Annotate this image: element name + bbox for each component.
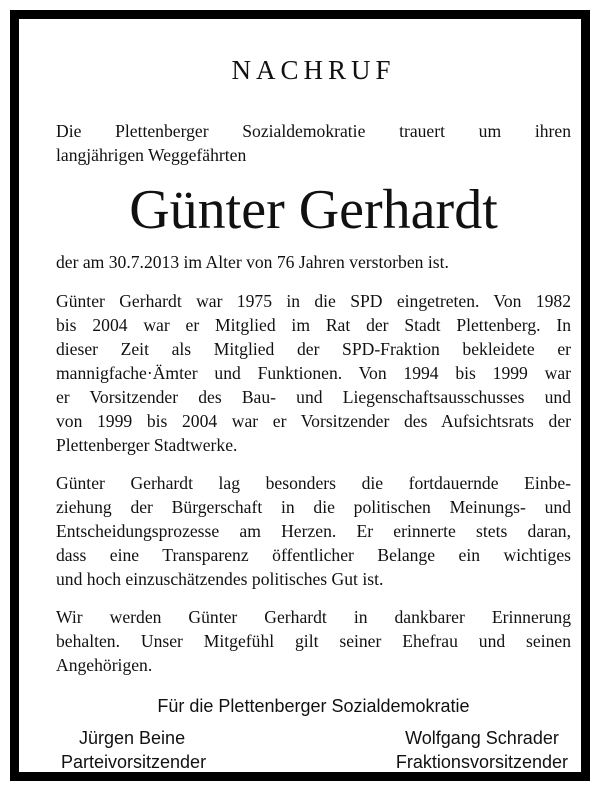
deceased-name: Günter Gerhardt — [129, 179, 498, 241]
obituary-title: NACHRUF — [231, 55, 396, 85]
intro-line: langjährigen Weggefährten — [56, 145, 247, 165]
signer-left-name: Jürgen Beine — [79, 728, 186, 748]
signer-right-name: Wolfgang Schrader — [405, 728, 559, 748]
signer-right — [396, 726, 568, 774]
paragraph-line: er Vorsitzender des Bau- und Liegenschaftsausschusses und — [56, 387, 571, 407]
paragraph-line: Günter Gerhardt war 1975 in die SPD eingetreten. Von 1982 — [56, 291, 571, 311]
death-line — [56, 250, 571, 274]
death-line-text: der am 30.7.2013 im Alter von 76 Jahren verstorben ist. — [56, 252, 449, 272]
paragraph-line: dass eine Transparenz öffentlicher Belange ein wichtiges — [56, 545, 571, 565]
paragraph-line: Plettenberger Stadtwerke. — [56, 435, 238, 455]
signer-left — [61, 726, 206, 774]
paragraph-line: Angehörigen. — [56, 655, 153, 675]
paragraph-line: und hoch einzuschätzendes politisches Gut ist. — [56, 569, 384, 589]
signature-heading: Für die Plettenberger Sozialdemokratie — [157, 696, 470, 716]
paragraph-line: von 1999 bis 2004 war er Vorsitzender des Aufsichtsrats der — [56, 411, 571, 431]
paragraph-line: Günter Gerhardt lag besonders die fortdauernde Einbe- — [56, 473, 571, 493]
intro-paragraph — [56, 119, 571, 167]
intro-line: Die Plettenberger Sozialdemokratie trauert um ihren — [56, 121, 571, 141]
signer-left-role: Parteivorsitzender — [61, 752, 207, 772]
paragraph-line: Entscheidungsprozesse am Herzen. Er erinnerte stets daran, — [56, 521, 571, 541]
paragraph-line: bis 2004 war er Mitglied im Rat der Stadt Plettenberg. In — [56, 315, 571, 335]
signer-right-role: Fraktionsvorsitzender — [395, 752, 568, 772]
paragraph-line: mannigfache·Ämter und Funktionen. Von 1994 bis 1999 war — [56, 363, 571, 383]
paragraph-line: behalten. Unser Mitgefühl gilt seiner Ehefrau und seinen — [56, 631, 571, 651]
paragraph-condolence — [56, 605, 571, 677]
paragraph-line: dieser Zeit als Mitglied der SPD-Fraktion bekleidete er — [56, 339, 571, 359]
paragraph-line: Wir werden Günter Gerhardt in dankbarer Erinnerung — [56, 607, 571, 627]
paragraph-career — [56, 289, 571, 457]
obituary-frame — [10, 10, 590, 781]
paragraph-citizenship — [56, 471, 571, 591]
paragraph-line: ziehung der Bürgerschaft in die politischen Meinungs- und — [56, 497, 571, 517]
